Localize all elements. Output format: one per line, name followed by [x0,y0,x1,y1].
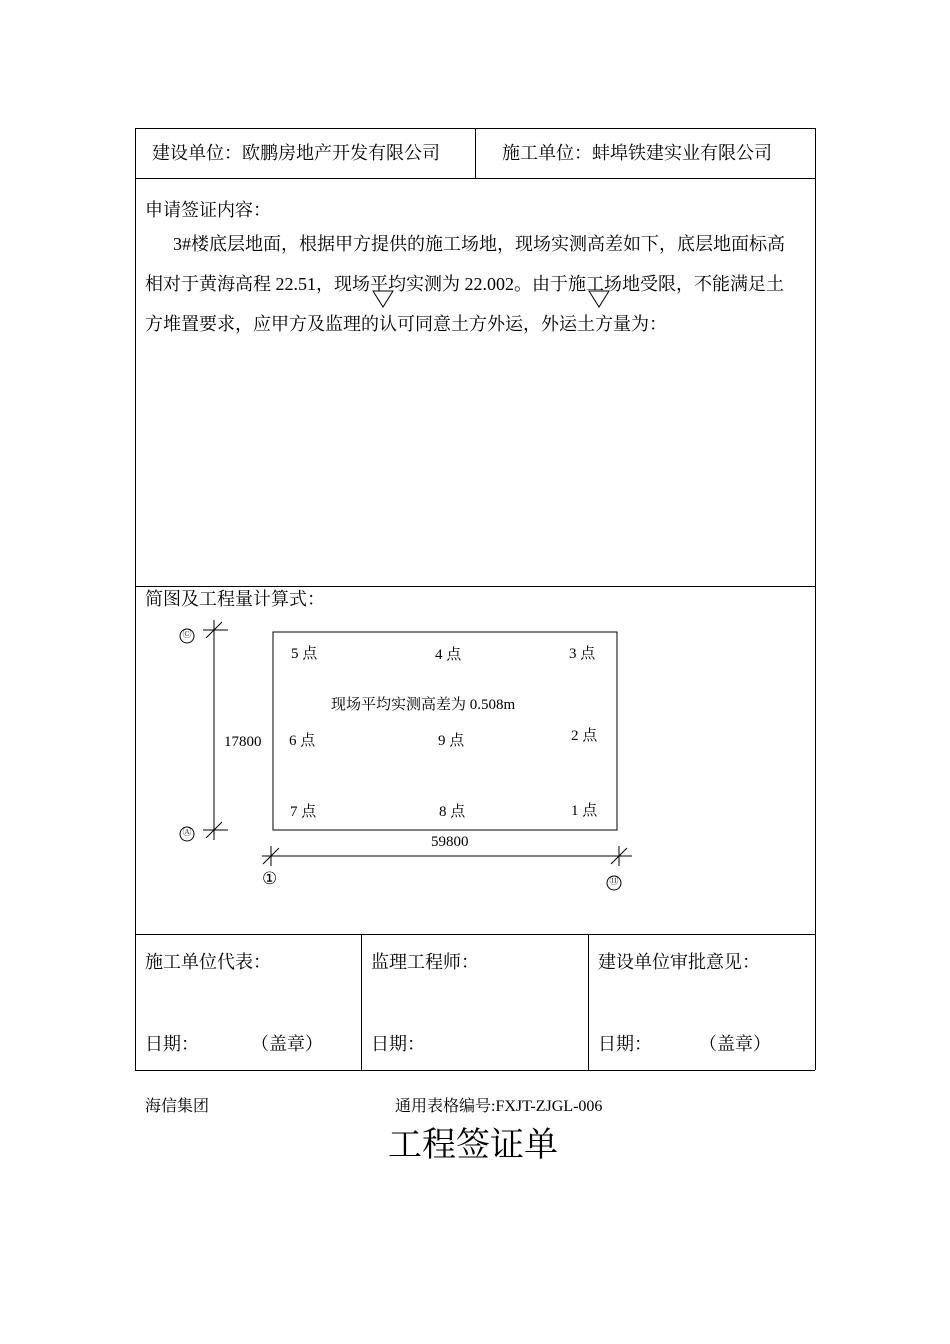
request-line-3: 方堆置要求，应甲方及监理的认可同意土方外运，外运土方量为： [145,314,667,334]
height-note: 现场平均实测高差为 0.508m [331,697,516,713]
point-label-8: 8 点 [439,804,466,820]
point-label-3: 3 点 [569,646,596,662]
point-label-7: 7 点 [290,804,317,820]
header-column-divider [475,128,476,178]
point-label-2: 2 点 [571,728,598,744]
height-dimension: 17800 [224,734,262,750]
elevation-marker-measured [371,288,395,310]
width-dimension: 59800 [431,834,469,850]
elevation-marker-site [587,288,611,310]
seal-label-owner: （盖章） [699,1034,771,1054]
point-label-9: 9 点 [438,733,465,749]
axis-label-11: ⑪ [609,877,619,887]
request-line-2: 相对于黄海高程 22.51，现场平均实测为 22.002。由于施工场地受限，不能满足土 [145,274,784,294]
supervisor-label: 监理工程师： [371,952,479,972]
form-code: 通用表格编号:FXJT-ZJGL-006 [395,1098,603,1115]
table-border-bottom [135,1070,815,1071]
sign-column-divider-1 [361,934,362,1070]
point-label-6: 6 点 [289,733,316,749]
date-label-owner: 日期： [598,1034,652,1054]
contractor-rep-label: 施工单位代表： [145,952,271,972]
axis-label-1: ① [262,869,278,889]
document-title: 工程签证单 [388,1125,558,1165]
company-name: 海信集团 [145,1098,210,1115]
owner-unit-label: 建设单位：欧鹏房地产开发有限公司 [152,143,440,163]
sketch-heading: 简图及工程量计算式： [145,589,325,609]
request-heading: 申请签证内容： [145,200,271,220]
row-divider-header [135,178,815,179]
seal-label-contractor: （盖章） [251,1034,323,1054]
sign-column-divider-2 [588,934,589,1070]
date-label-supervisor: 日期： [371,1034,425,1054]
request-line-1: 3#楼底层地面，根据甲方提供的施工场地，现场实测高差如下，底层地面标高 [173,234,785,254]
point-label-5: 5 点 [291,646,318,662]
date-label-contractor: 日期： [145,1034,199,1054]
point-label-1: 1 点 [571,803,598,819]
point-label-4: 4 点 [435,647,462,663]
axis-label-c: Ⓒ [182,630,192,640]
axis-label-a: Ⓐ [182,828,192,838]
owner-opinion-label: 建设单位审批意见： [598,952,760,972]
row-divider-sketch [135,934,815,935]
contractor-unit-label: 施工单位：蚌埠铁建实业有限公司 [502,143,772,163]
